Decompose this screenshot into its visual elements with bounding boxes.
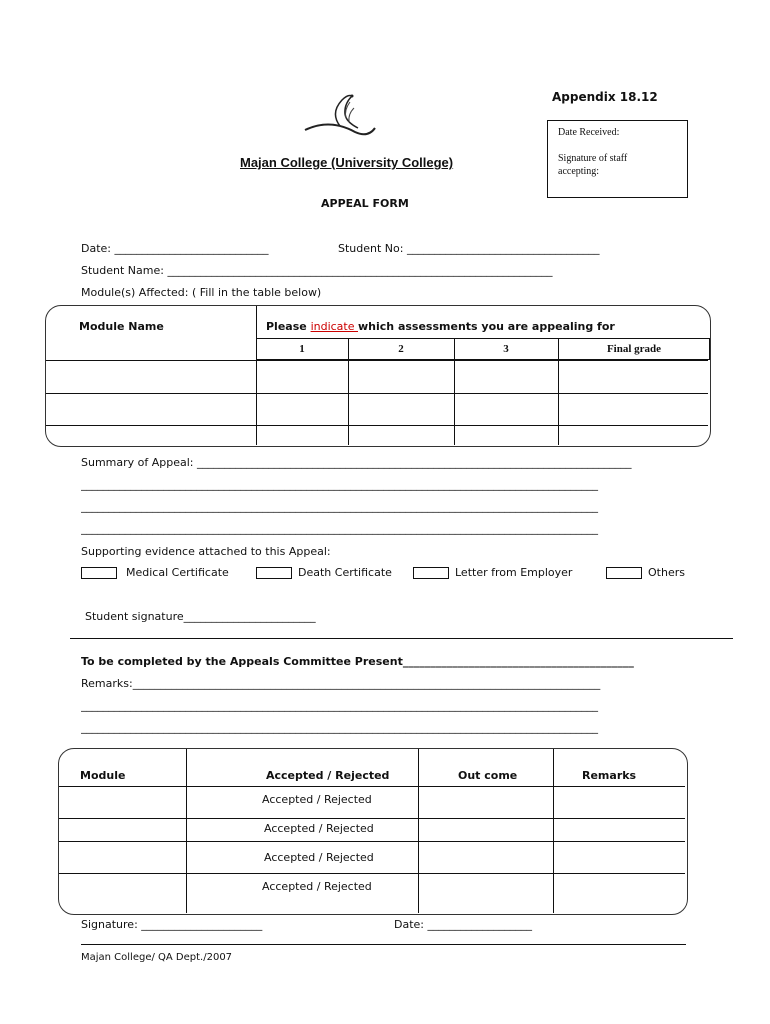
student-no-field[interactable]: Student No: ___________________________________ <box>338 242 600 255</box>
college-logo <box>300 88 380 148</box>
remarks-line[interactable]: ______________________________________________________________________________________________ <box>81 721 598 734</box>
date-footer-field[interactable]: Date: ___________________ <box>394 918 532 931</box>
module-name-header: Module Name <box>79 320 164 333</box>
death-certificate-checkbox[interactable] <box>256 567 292 579</box>
footer-text: Majan College/ QA Dept./2007 <box>81 952 233 963</box>
date-field[interactable]: Date: ____________________________ <box>81 242 269 255</box>
medical-certificate-checkbox[interactable] <box>81 567 117 579</box>
medical-certificate-label: Medical Certificate <box>126 566 229 579</box>
letter-from-employer-checkbox[interactable] <box>413 567 449 579</box>
student-signature-field[interactable]: Student signature________________________ <box>85 610 316 623</box>
accepted-rejected-header: Accepted / Rejected <box>266 769 390 782</box>
appendix-label: Appendix 18.12 <box>552 90 658 104</box>
col-final-header: Final grade <box>606 343 662 355</box>
assessments-rest: which assessments you are appealing for <box>358 320 615 333</box>
footer-divider <box>81 944 686 945</box>
death-certificate-label: Death Certificate <box>298 566 392 579</box>
others-label: Others <box>648 566 685 579</box>
accepted-rejected-cell[interactable]: Accepted / Rejected <box>264 822 374 835</box>
committee-heading[interactable]: To be completed by the Appeals Committee Present__________________________________________ <box>81 655 634 668</box>
college-name: Majan College (University College) <box>240 155 454 170</box>
accepted-rejected-cell[interactable]: Accepted / Rejected <box>264 851 374 864</box>
accepted-rejected-cell[interactable]: Accepted / Rejected <box>262 793 372 806</box>
section-divider <box>70 638 733 639</box>
remarks-header: Remarks <box>582 769 637 782</box>
evidence-label: Supporting evidence attached to this Appeal: <box>81 545 331 558</box>
summary-line[interactable]: ______________________________________________________________________________________________ <box>81 500 598 513</box>
col-2-header: 2 <box>398 343 404 355</box>
accepted-rejected-cell[interactable]: Accepted / Rejected <box>262 880 372 893</box>
summary-line[interactable]: ______________________________________________________________________________________________ <box>81 478 598 491</box>
col-1-header: 1 <box>299 343 305 355</box>
modules-affected-label: Module(s) Affected: ( Fill in the table below) <box>81 286 322 299</box>
module-header: Module <box>80 769 126 782</box>
col-3-header: 3 <box>503 343 509 355</box>
outcome-header: Out come <box>458 769 518 782</box>
student-name-field[interactable]: Student Name: ______________________________________________________________________ <box>81 264 553 277</box>
assessments-indicate: indicate <box>310 320 358 333</box>
summary-label[interactable]: Summary of Appeal: _______________________________________________________________________________ <box>81 456 632 469</box>
remarks-line[interactable]: ______________________________________________________________________________________________ <box>81 699 598 712</box>
date-received-box <box>547 120 688 198</box>
others-checkbox[interactable] <box>606 567 642 579</box>
summary-line[interactable]: ______________________________________________________________________________________________ <box>81 522 598 535</box>
letter-from-employer-label: Letter from Employer <box>455 566 573 579</box>
assessments-please: Please <box>266 320 311 333</box>
form-title: APPEAL FORM <box>321 197 409 210</box>
signature-staff-label: Signature of staff accepting: <box>558 153 628 177</box>
signature-field[interactable]: Signature: ______________________ <box>81 918 263 931</box>
assessments-header <box>266 320 615 333</box>
remarks-field[interactable]: Remarks:_____________________________________________________________________________________ <box>81 677 601 690</box>
date-received-label: Date Received: <box>558 127 620 138</box>
